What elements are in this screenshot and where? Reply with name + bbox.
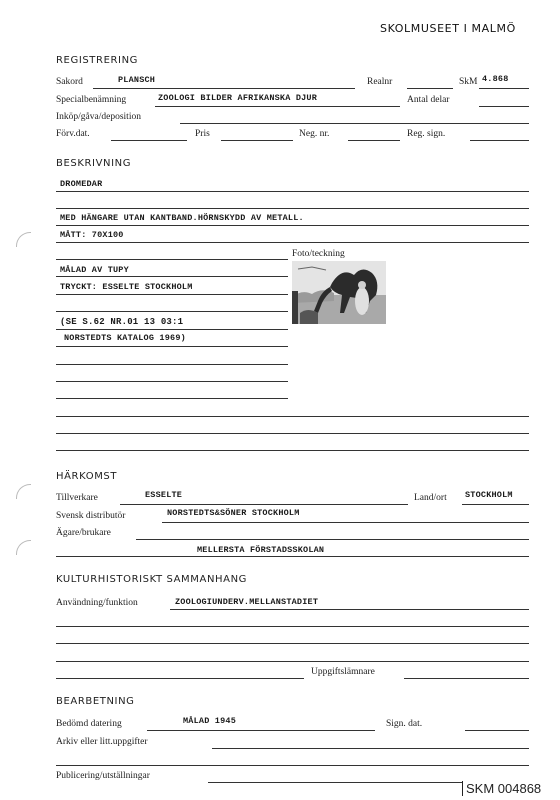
- rule-line: [56, 259, 288, 260]
- section-beskrivning: BESKRIVNING: [56, 158, 132, 169]
- rule-line: [56, 311, 288, 312]
- rule-line: [56, 294, 288, 295]
- label-bedomd-datering: Bedömd datering: [56, 719, 122, 729]
- value-bedomd-datering: MÅLAD 1945: [183, 716, 237, 726]
- label-arkiv: Arkiv eller litt.uppgifter: [56, 737, 148, 747]
- rule-line: [56, 381, 288, 382]
- field-line-antal-delar: [479, 106, 529, 107]
- rule-line: [56, 626, 529, 627]
- rule-line: [56, 643, 529, 644]
- section-harkomst: HÄRKOMST: [56, 471, 118, 482]
- label-forv-dat: Förv.dat.: [56, 129, 90, 139]
- description-line: TRYCKT: ESSELTE STOCKHOLM: [60, 282, 193, 292]
- camel-illustration: [292, 261, 386, 324]
- field-line-skm: [479, 88, 529, 89]
- rule-line: [56, 225, 529, 226]
- field-line-agare: [136, 539, 529, 540]
- label-specialbenamning: Specialbenämning: [56, 95, 127, 105]
- rule-line: [56, 661, 529, 662]
- rule-line: [56, 346, 288, 347]
- description-line: (SE S.62 NR.01 13 03:1: [60, 317, 184, 327]
- label-neg-nr: Neg. nr.: [299, 129, 330, 139]
- label-tillverkare: Tillverkare: [56, 493, 98, 503]
- label-sakord: Sakord: [56, 77, 83, 87]
- rule-line: [56, 208, 529, 209]
- value-anvandning: ZOOLOGIUNDERV.MELLANSTADIET: [175, 597, 319, 607]
- punch-hole-mark: [16, 540, 31, 555]
- field-line-sakord: [93, 88, 355, 89]
- field-line-pris: [221, 140, 293, 141]
- value-tillverkare: ESSELTE: [145, 490, 183, 500]
- rule-line: [56, 329, 288, 330]
- rule-line: [56, 765, 529, 766]
- field-line-tillverkare: [120, 504, 408, 505]
- description-line: MED HÄNGARE UTAN KANTBAND.HÖRNSKYDD AV METALL.: [60, 213, 304, 223]
- label-inkop: Inköp/gåva/deposition: [56, 112, 141, 122]
- field-line-sign-dat: [465, 730, 529, 731]
- label-antal-delar: Antal delar: [407, 95, 450, 105]
- label-publicering: Publicering/utställningar: [56, 771, 150, 781]
- rule-line: [56, 416, 529, 417]
- value-specialbenamning: ZOOLOGI BILDER AFRIKANSKA DJUR: [158, 93, 318, 103]
- field-line-forv-dat: [111, 140, 187, 141]
- field-line-land-ort: [462, 504, 529, 505]
- label-svensk-distributor: Svensk distributör: [56, 511, 126, 521]
- field-line-bedomd-datering: [147, 730, 375, 731]
- rule-line: [56, 678, 304, 679]
- rule-line: [56, 433, 529, 434]
- photo-thumbnail: [292, 261, 386, 324]
- section-bearbetning: BEARBETNING: [56, 696, 135, 707]
- field-line-uppgiftslamnare: [404, 678, 529, 679]
- value-agare: MELLERSTA FÖRSTADSSKOLAN: [197, 545, 325, 555]
- rule-line: [56, 398, 288, 399]
- label-realnr: Realnr: [367, 77, 393, 87]
- label-pris: Pris: [195, 129, 210, 139]
- punch-hole-mark: [16, 232, 31, 247]
- label-skm: SkM: [459, 77, 478, 87]
- rule-line: [56, 450, 529, 451]
- field-line-svensk-distributor: [162, 522, 529, 523]
- rule-line: [56, 556, 529, 557]
- museum-name: SKOLMUSEET I MALMÖ: [380, 22, 516, 35]
- field-line-arkiv: [212, 748, 529, 749]
- label-sign-dat: Sign. dat.: [386, 719, 423, 729]
- label-anvandning: Användning/funktion: [56, 598, 138, 608]
- field-line-neg-nr: [348, 140, 400, 141]
- field-line-reg-sign: [470, 140, 529, 141]
- rule-line: [56, 276, 288, 277]
- inventory-stamp: SKM 004868: [462, 781, 544, 796]
- punch-hole-mark: [16, 484, 31, 499]
- rule-line: [56, 364, 288, 365]
- label-uppgiftslamnare: Uppgiftslämnare: [311, 667, 375, 677]
- description-line: NORSTEDTS KATALOG 1969): [64, 333, 186, 343]
- section-registrering: REGISTRERING: [56, 55, 139, 66]
- label-foto: Foto/teckning: [292, 249, 345, 259]
- field-line-realnr: [407, 88, 453, 89]
- rule-line: [56, 191, 529, 192]
- label-reg-sign: Reg. sign.: [407, 129, 446, 139]
- description-line: MÅTT: 70X100: [60, 230, 124, 240]
- label-land-ort: Land/ort: [414, 493, 447, 503]
- label-agare: Ägare/brukare: [56, 528, 111, 538]
- value-skm: 4.868: [482, 74, 509, 84]
- field-line-specialbenamning: [155, 106, 400, 107]
- description-line: MÅLAD AV TUPY: [60, 265, 129, 275]
- section-kulturhistoriskt: KULTURHISTORISKT SAMMANHANG: [56, 574, 248, 585]
- field-line-anvandning: [170, 609, 529, 610]
- value-land-ort: STOCKHOLM: [465, 490, 513, 500]
- value-sakord: PLANSCH: [118, 75, 156, 85]
- rule-line: [56, 242, 529, 243]
- field-line-inkop: [180, 123, 529, 124]
- description-line: DROMEDAR: [60, 179, 103, 189]
- value-svensk-distributor: NORSTEDTS&SÖNER STOCKHOLM: [167, 508, 300, 518]
